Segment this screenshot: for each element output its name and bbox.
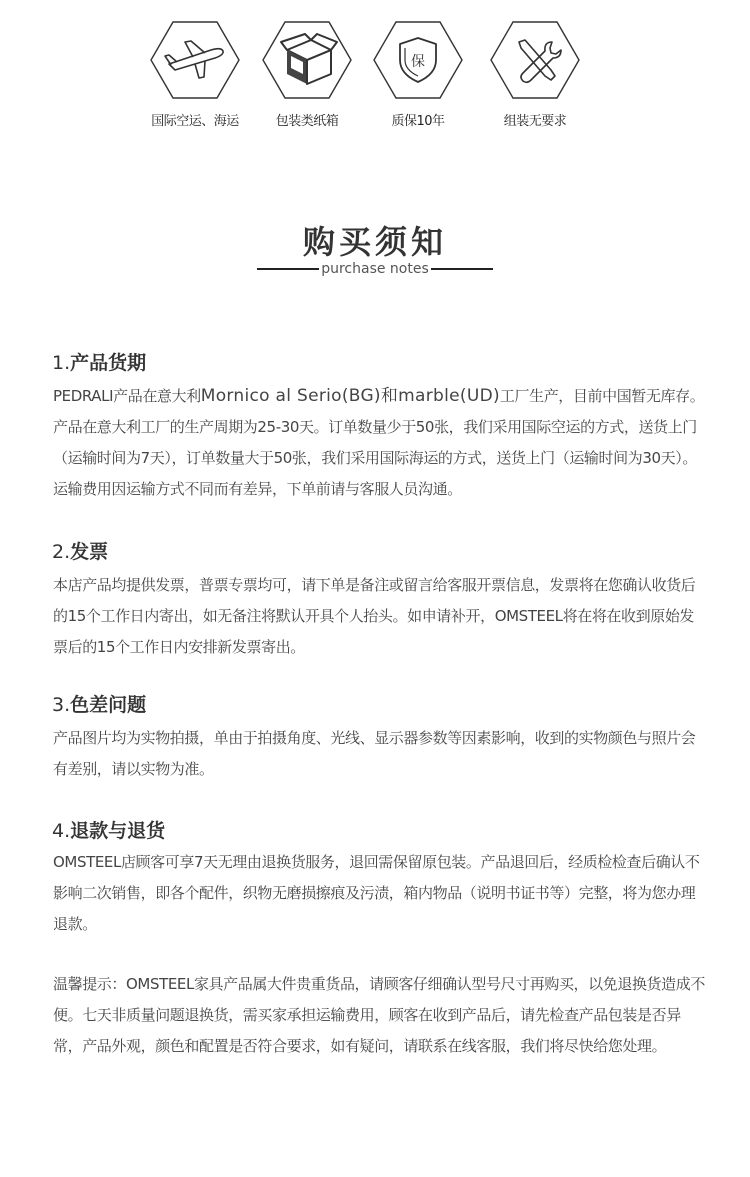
feature-air-sea-shipping <box>135 20 255 129</box>
notes-title: 购买须知 <box>302 223 447 261</box>
box-icon <box>261 20 353 100</box>
feature-row <box>0 0 750 150</box>
section-number: 4. <box>52 820 71 842</box>
section-text-delivery <box>53 381 705 505</box>
warranty-icon-text: 保 <box>411 54 425 70</box>
section-text-refund: OMSTEEL店顾客可享7天无理由退换货服务，退回需保留原包装。产品退回后，经质检检查后确认不影响二次销售，即各个配件，织物无磨损擦痕及污渍，箱内物品（说明书证书等）完整，将为您办理退款。 <box>53 853 700 933</box>
text-part: PEDRALI产品在意大利 <box>53 387 201 405</box>
shield-icon <box>372 20 464 100</box>
divider-left <box>257 268 319 270</box>
section-text-color-difference: 产品图片均为实物拍摄，单由于拍摄角度、光线、显示器参数等因素影响，收到的实物颜色与照片会有差别，请以实物为准。 <box>53 729 696 778</box>
section-heading-color-difference <box>52 690 146 717</box>
section-number: 1. <box>52 352 71 374</box>
factory-locations: Mornico al Serio(BG)和marble(UD) <box>200 386 500 406</box>
feature-label: 组装无要求 <box>503 114 567 129</box>
section-text-invoice: 本店产品均提供发票，普票专票均可，请下单是备注或留言给客服开票信息，发票将在您确认收货后的15个工作日内寄出，如无备注将默认开具个人抬头。如申请补开，OMSTEEL将在将在收到原始发票后的15个工作日内安排新发票寄出。 <box>53 576 696 656</box>
feature-carton-packaging <box>247 20 367 129</box>
notes-subtitle-text: purchase notes <box>321 261 429 277</box>
divider-right <box>431 268 493 270</box>
section-heading-text: 产品货期 <box>70 352 147 374</box>
section-heading-invoice <box>52 537 108 564</box>
feature-no-assembly <box>475 20 595 129</box>
feature-label: 质保10年 <box>391 114 445 129</box>
tools-icon <box>489 20 581 100</box>
notes-subtitle <box>0 259 750 279</box>
section-heading-text: 退款与退货 <box>70 820 166 842</box>
text-part: 工厂生产，目前中国暂无库存。产品在意大利工厂的生产周期为25-30天。订单数量少于50张，我们采用国际空运的方式，送货上门（运输时间为7天），订单数量大于50张，我们采用国际海运的方式，送货上门（运输时间为30天）。运输费用因运输方式不同而有差异，下单前请与客服人员沟通。 <box>53 387 705 498</box>
section-heading-text: 发票 <box>70 541 109 563</box>
section-number: 3. <box>52 694 71 716</box>
section-heading-refund <box>52 816 165 843</box>
feature-label: 包装类纸箱 <box>275 114 339 129</box>
section-heading-delivery <box>52 348 146 375</box>
reminder-text: 温馨提示：OMSTEEL家具产品属大件贵重货品，请顾客仔细确认型号尺寸再购买，以免退换货造成不便。七天非质量问题退换货，需买家承担运输费用，顾客在收到产品后，请先检查产品包装是否异常，产品外观，颜色和配置是否符合要求，如有疑问，请联系在线客服，我们将尽快给您处理。 <box>53 975 705 1055</box>
airplane-icon <box>149 20 241 100</box>
feature-warranty <box>358 20 478 129</box>
feature-label: 国际空运、海运 <box>151 114 239 129</box>
section-number: 2. <box>52 541 71 563</box>
section-heading-text: 色差问题 <box>70 694 147 716</box>
